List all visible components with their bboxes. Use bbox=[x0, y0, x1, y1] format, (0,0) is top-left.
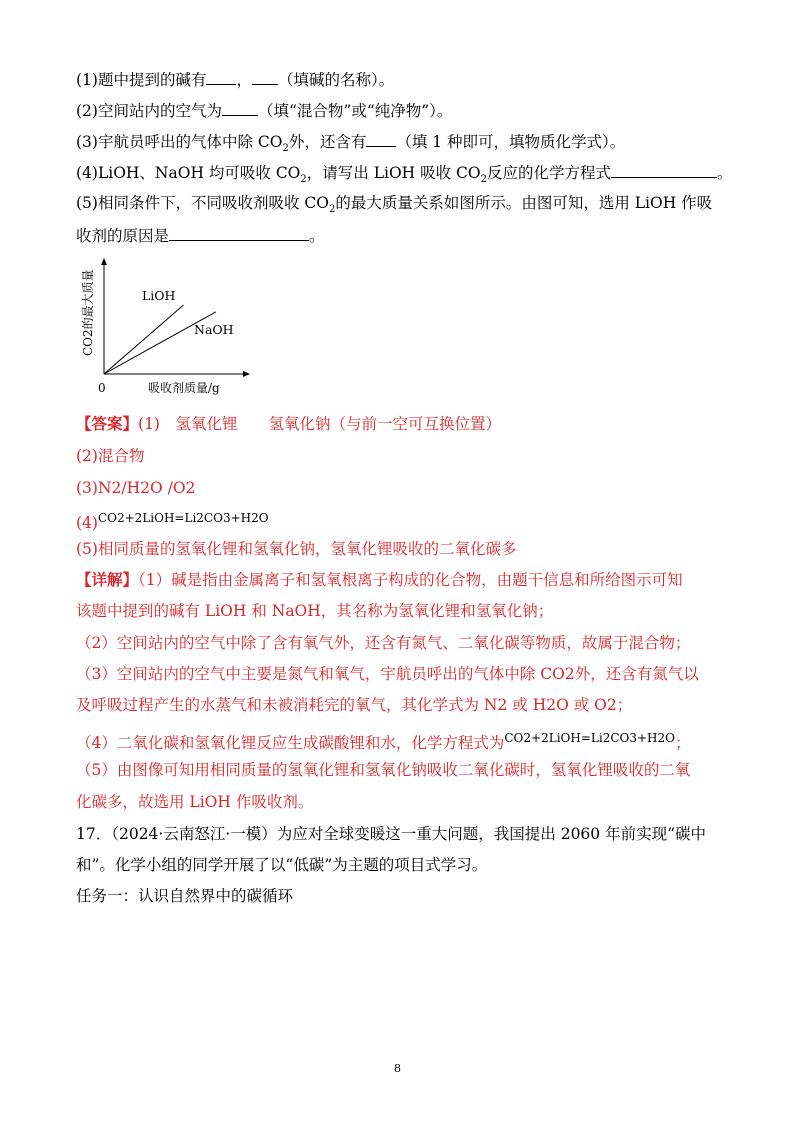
answer-label: 【答案】 bbox=[76, 414, 139, 433]
question-3: (3)宇航员呼出的气体中除 $CO_2$外，还含有 （填 1 种即可，填物质化学式）。 bbox=[76, 130, 625, 159]
page-number: 8 bbox=[394, 1062, 401, 1075]
series-line-lioh bbox=[104, 305, 184, 374]
detail-label: 【详解】 bbox=[76, 570, 139, 589]
x-axis-label: 吸收剂质量/g bbox=[148, 381, 220, 395]
detail-1a: 【详解】（1）碱是指由金属离子和氢氧根离子构成的化合物，由题干信息和所给图示可知 bbox=[76, 570, 683, 589]
question-17-line1: 17．（2024·云南怒江·一模）为应对全球变暖这一重大问题，我国提出 2060 年前实现“碳中 bbox=[76, 825, 707, 843]
detail-2: （2）空间站内的空气中除了含有氧气外，还含有氮气、二氧化碳等物质，故属于混合物； bbox=[76, 634, 691, 652]
answer-2: (2)混合物 bbox=[76, 447, 145, 465]
detail-3a: （3）空间站内的空气中主要是氮气和氧气，宇航员呼出的气体中除 CO2外，还含有氮气以 bbox=[76, 665, 699, 683]
detail-1b: 该题中提到的碱有 LiOH 和 NaOH，其名称为氢氧化锂和氢氧化钠； bbox=[76, 602, 554, 620]
detail-5a: （5）由图像可知用相同质量的氢氧化锂和氢氧化钠吸收二氧化碳时，氢氧化锂吸收的二氧 bbox=[76, 761, 691, 779]
origin-label: 0 bbox=[98, 381, 106, 395]
series-label-naoh: NaOH bbox=[194, 322, 234, 337]
equation: CO2+2LiOH=Li2CO3+H2O bbox=[97, 511, 269, 525]
question-1: (1)题中提到的碱有 ， （填碱的名称）。 bbox=[76, 68, 394, 90]
co2-absorption-chart bbox=[76, 256, 256, 406]
question-17-task1: 任务一：认识自然界中的碳循环 bbox=[76, 887, 294, 905]
detail-5b: 化碳多，故选用 LiOH 作吸收剂。 bbox=[76, 793, 314, 811]
question-2: (2)空间站内的空气为 （填“混合物”或“纯净物”）。 bbox=[76, 99, 452, 121]
x-axis-arrow bbox=[243, 371, 250, 377]
detail-3b: 及呼吸过程产生的水蒸气和未被消耗完的氧气，其化学式为 N2 或 H2O 或 O2； bbox=[76, 696, 633, 714]
y-axis-arrow bbox=[101, 258, 107, 265]
detail-4: （4）二氧化碳和氢氧化锂反应生成碳酸锂和水，化学方程式为$^{CO2+2LiOH=Li2CO3+H2O}$； bbox=[76, 731, 691, 752]
series-label-lioh: LiOH bbox=[142, 288, 176, 303]
answer-4: $(4)^{CO2+2LiOH=Li2CO3+H2O}$ bbox=[76, 511, 269, 532]
question-5-line2: 收剂的原因是 。 bbox=[76, 224, 325, 246]
equation: CO2+2LiOH=Li2CO3+H2O bbox=[504, 731, 675, 745]
answer-1: 【答案】(1) 氢氧化锂 氢氧化钠（与前一空可互换位置） bbox=[76, 414, 501, 433]
y-axis-label: CO2的最大质量 bbox=[81, 269, 95, 356]
answer-5: (5)相同质量的氢氧化锂和氢氧化钠，氢氧化锂吸收的二氧化碳多 bbox=[76, 540, 517, 558]
question-17-line2: 和”。化学小组的同学开展了以“低碳”为主题的项目式学习。 bbox=[76, 856, 488, 874]
question-4: (4)LiOH、NaOH 均可吸收 $CO_2$，请写出 LiOH 吸收 $CO_2$反应的化学方程式 。 bbox=[76, 161, 733, 190]
answer-3: (3)N2/H2O /O2 bbox=[76, 479, 196, 497]
question-5-line1: (5)相同条件下，不同吸收剂吸收 $CO_2$的最大质量关系如图所示。由图可知，选用 LiOH 作吸 bbox=[76, 194, 713, 216]
